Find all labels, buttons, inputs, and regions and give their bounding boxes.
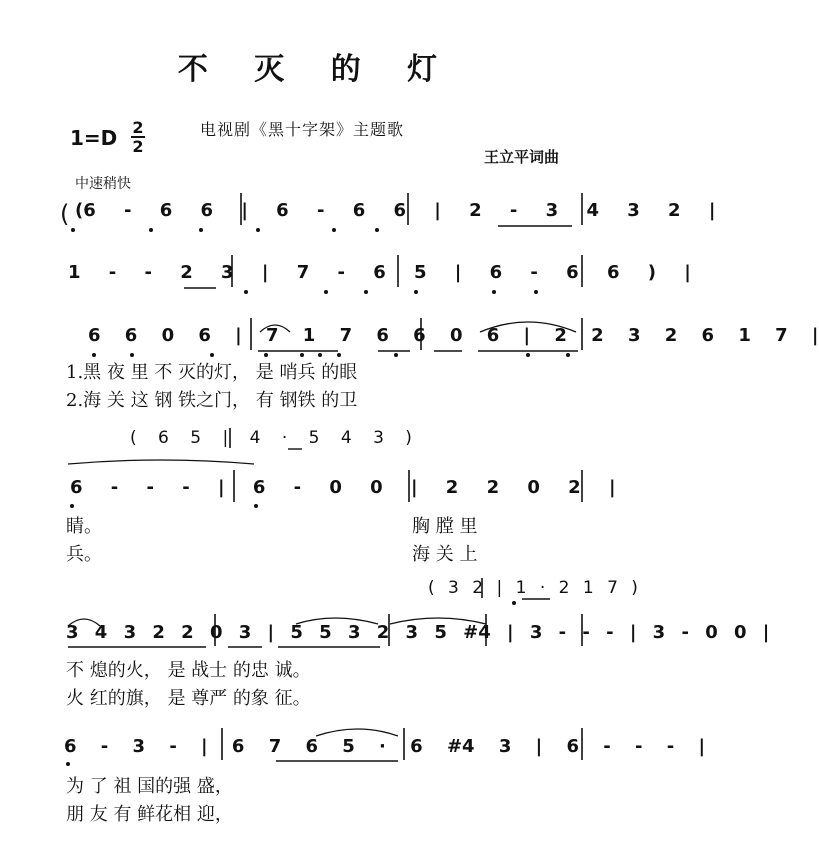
composer-credit: 王立平词曲 xyxy=(484,148,560,166)
lyric-row-4-verse-2-right: 海 关 上 xyxy=(412,544,478,565)
key-signature: 1=D xyxy=(70,126,118,150)
lyric-row-5-verse-2: 火 红的旗， 是 尊严 的象 征。 xyxy=(66,688,311,709)
music-row-3: 6 6 0 6 | 7 1 7 6 6 0 6 | 2 2 3 2 6 1 7 | xyxy=(88,325,819,346)
lyric-row-6-verse-2: 朋 友 有 鲜花相 迎， xyxy=(66,804,233,825)
lyric-row-4-verse-1-right: 胸 膛 里 xyxy=(412,516,478,537)
time-signature-bottom: 2 xyxy=(132,137,144,156)
lyric-row-4-verse-1-left: 睛。 xyxy=(66,516,102,537)
tempo-marking: 中速稍快 xyxy=(75,176,131,192)
music-row-1: (6 - 6 6 | 6 - 6 6 | 2 - 3 4 3 2 | xyxy=(75,200,716,221)
repeat-open-paren: ( xyxy=(60,200,70,228)
music-row-5-intro: ( 3 2 | 1 · 2 1 7 ) xyxy=(428,578,638,598)
time-signature-top: 2 xyxy=(132,118,144,137)
song-subtitle: 电视剧《黑十字架》主题歌 xyxy=(200,120,405,139)
lyric-row-3-verse-1: 1.黑 夜 里 不 灭的灯， 是 哨兵 的眼 xyxy=(66,362,358,383)
music-row-4: 6 - - - | 6 - 0 0 | 2 2 0 2 | xyxy=(70,477,616,498)
lyric-row-6-verse-1: 为 了 祖 国的强 盛， xyxy=(66,776,233,797)
music-row-4-intro: ( 6 5 | 4 · 5 4 3 ) xyxy=(130,428,412,448)
lyric-row-3-verse-2: 2.海 关 这 钢 铁之门， 有 钢铁 的卫 xyxy=(66,390,358,411)
music-row-2: 1 - - 2 3 | 7 - 6 5 | 6 - 6 6 ) | xyxy=(68,262,691,283)
lyric-row-5-verse-1: 不 熄的火， 是 战士 的忠 诚。 xyxy=(66,660,311,681)
music-row-6: 6 - 3 - | 6 7 6 5 · 6 #4 3 | 6 - - - | xyxy=(64,736,706,757)
song-title: 不 灭 的 灯 xyxy=(177,52,456,87)
music-row-5: 3 4 3 2 2 0 3 | 5 5 3 2 3 5 #4 | 3 - - - | 3 - 0 0 | xyxy=(66,622,770,643)
lyric-row-4-verse-2-left: 兵。 xyxy=(66,544,102,565)
